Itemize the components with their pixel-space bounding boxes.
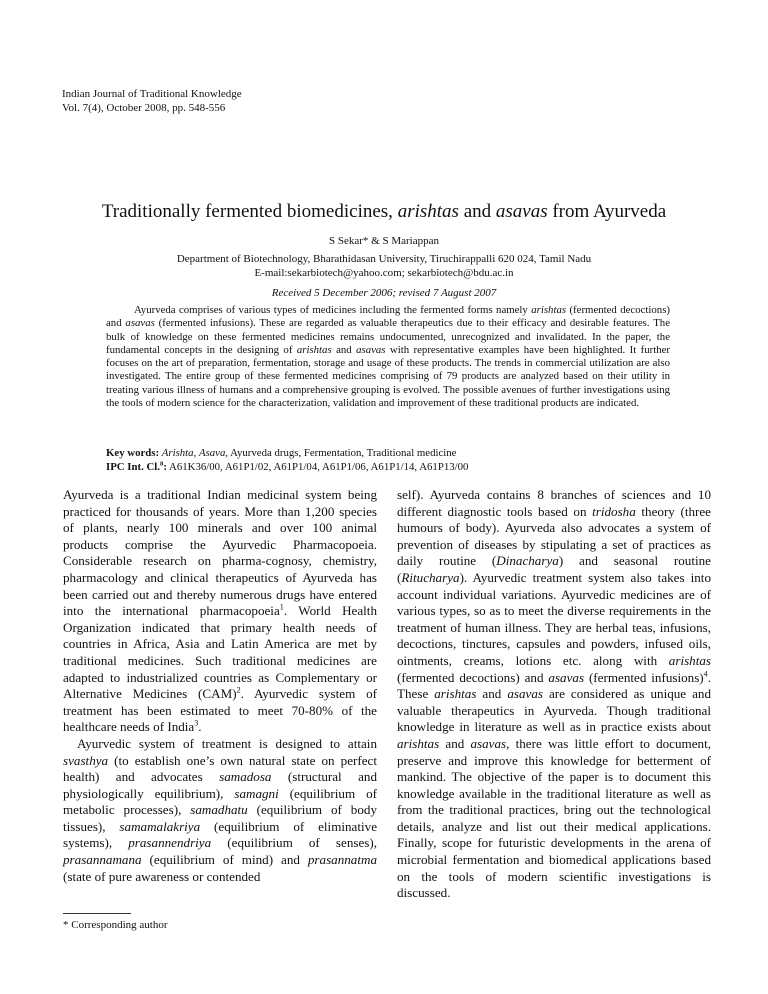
reference-2: 2 bbox=[236, 685, 241, 695]
paper-title: Traditionally fermented biomedicines, arishtas and asavas from Ayurveda bbox=[101, 201, 667, 222]
keywords-block bbox=[106, 447, 686, 474]
keywords: Key words: Arishta, Asava, Ayurveda drugs, Fermentation, Traditional medicine bbox=[106, 447, 457, 459]
ipc-classification: IPC Int. Cl.$^8$: A61K36/00, A61P1/02, A61P1/04, A61P1/06, A61P1/14, A61P13/00 bbox=[106, 459, 469, 473]
reference-3: 3 bbox=[194, 718, 199, 728]
department: Department of Biotechnology, Bharathidasan University, Tiruchirappalli 620 024, Tamil Nadu bbox=[176, 253, 592, 265]
affiliation bbox=[0, 253, 768, 280]
journal-header bbox=[62, 88, 242, 115]
reference-1: 1 bbox=[279, 602, 284, 612]
email-line: E-mail:sekarbiotech@yahoo.com; sekarbiotech@bdu.ac.in bbox=[254, 266, 514, 279]
journal-volume: Vol. 7(4), October 2008, pp. 548-556 bbox=[62, 101, 226, 114]
reference-4: 4 bbox=[703, 669, 708, 679]
body-paragraph-3: self). Ayurveda contains 8 branches of sciences and 10 different diagnostic tools based on tridosha theory (three humours of body). Ayurveda also advocates a system of prevention of diseases by stipulating a set of practices as daily routine (Dinacharya) and seasonal routine (Ritucharya). Ayurvedic treatment system also takes into account individual variations. Ayurvedic medicines are of various types, so as to meet the diverse requirements in the treatment of human illness. They are herbal teas, infusions, decoctions, tinctures, capsules and powders, infused oils, ointments, creams, lotions etc. along with arishtas (fermented decoctions) and asavas (fermented infusions)$^4$. These arishtas and asavas are considered as unique and valuable therapeutics in Ayurveda. Though traditional knowledge in literature as well as in practice exists about arishtas and asavas, there was little effort to document, preserve and improve this knowledge for betterment of mankind. The objective of the paper is to document this knowledge available in the traditional literature as well as from the traditional practices, bring out the technological details, analyze and list out their medical applications. Finally, scope for futuristic developments in the arena of microbial fermentation and biomedical applications based on the tools of modern scientific investigations is discussed. bbox=[397, 487, 711, 901]
authors: S Sekar* & S Mariappan bbox=[329, 235, 439, 247]
body-paragraph-2: Ayurvedic system of treatment is designed to attain svasthya (to establish one’s own natural state on perfect health) and advocates samadosa (structural and physiologically equilibrium), samagni (equilibrium of metabolic processes), samadhatu (equilibrium of body tissues), samamalakriya (equilibrium of eliminative systems), prasannendriya (equilibrium of senses), prasannamana (equilibrium of mind) and prasannatma (state of pure awareness or contended bbox=[63, 735, 378, 884]
body-right-column bbox=[397, 487, 711, 902]
received-dates: Received 5 December 2006; revised 7 August 2007 bbox=[271, 287, 497, 299]
journal-name: Indian Journal of Traditional Knowledge bbox=[62, 88, 242, 100]
footnote-divider bbox=[63, 913, 131, 914]
abstract: Ayurveda comprises of various types of medicines including the fermented forms namely arishtas (fermented decoctions) and asavas (fermented infusions). These are regarded as valuable therapeutics due to their efficacy and desirable features. The bulk of knowledge on these fermented medicines remains undocumented, unrecognized and invalidated. In the paper, the fundamental concepts in the designing of arishtas and asavas with representative examples have been highlighted. It further focuses on the art of preparation, fermentation, storage and usage of these products. The trends in commercial utilization are also investigated. The entire group of these fermented medicines comprising of 79 products are analyzed based on their utility in treating various illness of humans and a comprehensive grouping is evolved. The possible avenues of further investigations using the tools of modern science for the characterization, validation and improvement of these traditional products are indicated. bbox=[106, 304, 670, 410]
footnote-corresponding-author: * Corresponding author bbox=[63, 919, 168, 931]
body-paragraph-1: Ayurveda is a traditional Indian medicinal system being practiced for thousands of years. More than 1,200 species of plants, nearly 100 minerals and over 100 animal products comprise the Ayurvedic Pharmacopoeia. Considerable research on pharma-cognosy, chemistry, pharmacology and clinical therapeutics of Ayurveda has been carried out and thereby numerous drugs have entered into the international pharmacopoeia$^1$. World Health Organization indicated that primary health needs of countries in Africa, Asia and Latin America are met by traditional medicines. Such traditional medicines are adapted to industrialized countries as Complementary or Alternative Medicines (CAM)$^2$. Ayurvedic system of treatment has been estimated to meet 70-80% of the healthcare needs of India$^3$. bbox=[63, 487, 377, 735]
body-left-column bbox=[63, 487, 377, 885]
